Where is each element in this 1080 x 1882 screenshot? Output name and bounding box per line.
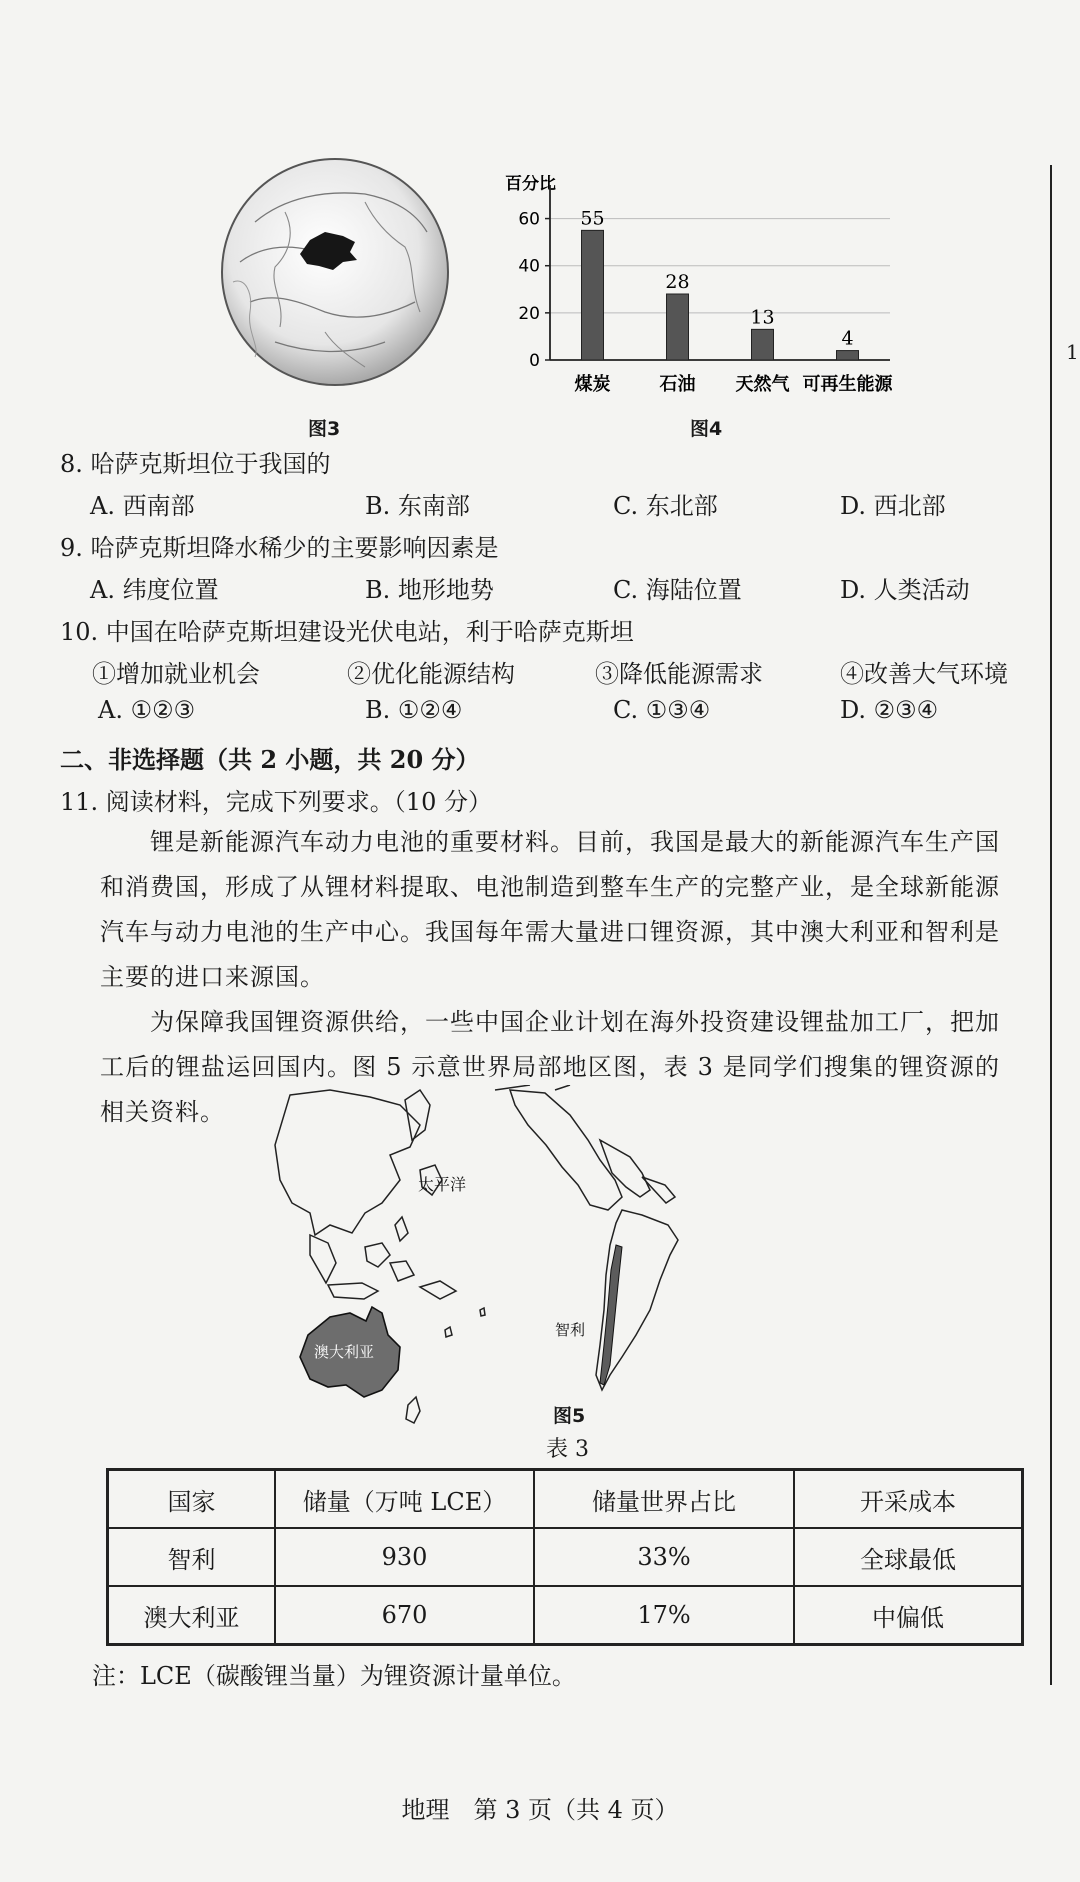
cell-cost: 中偏低 bbox=[794, 1586, 1023, 1645]
q10-option-c[interactable]: C. ①③④ bbox=[613, 696, 711, 724]
y-tick-label: 40 bbox=[518, 256, 540, 277]
header-share: 储量世界占比 bbox=[534, 1470, 794, 1529]
cell-reserves: 670 bbox=[275, 1586, 534, 1645]
q10-item-2: ②优化能源结构 bbox=[347, 660, 515, 688]
y-tick-label: 60 bbox=[518, 209, 540, 230]
binding-margin-line bbox=[1050, 165, 1052, 1685]
energy-bar-chart bbox=[505, 175, 930, 410]
world-map-figure bbox=[270, 1085, 830, 1425]
fig5-caption: 图5 bbox=[553, 1405, 586, 1427]
question-8-stem: 8. 哈萨克斯坦位于我国的 bbox=[60, 450, 331, 478]
edge-mark: 1 bbox=[1066, 340, 1079, 364]
y-axis-label: 百分比 bbox=[505, 175, 556, 194]
question-10-stem: 10. 中国在哈萨克斯坦建设光伏电站，利于哈萨克斯坦 bbox=[60, 618, 634, 646]
cell-reserves: 930 bbox=[275, 1528, 534, 1586]
q9-option-c[interactable]: C. 海陆位置 bbox=[613, 576, 742, 604]
question-9-stem: 9. 哈萨克斯坦降水稀少的主要影响因素是 bbox=[60, 534, 499, 562]
x-tick-label: 煤炭 bbox=[574, 374, 611, 395]
x-tick-label: 可再生能源 bbox=[802, 374, 893, 395]
q8-option-b[interactable]: B. 东南部 bbox=[365, 492, 470, 520]
table-header-row bbox=[108, 1470, 1023, 1529]
bar-value-label: 4 bbox=[841, 327, 854, 350]
bar-value-label: 55 bbox=[580, 207, 605, 230]
globe-figure bbox=[215, 152, 455, 392]
bar-value-label: 28 bbox=[665, 271, 690, 293]
x-tick-label: 石油 bbox=[659, 374, 696, 395]
pacific-ocean-label: 太平洋 bbox=[418, 1175, 467, 1194]
q8-option-a[interactable]: A. 西南部 bbox=[90, 492, 195, 520]
q10-option-a[interactable]: A. ①②③ bbox=[98, 696, 196, 724]
cell-country: 澳大利亚 bbox=[108, 1586, 276, 1645]
q9-option-a[interactable]: A. 纬度位置 bbox=[90, 576, 219, 604]
q9-option-b[interactable]: B. 地形地势 bbox=[365, 576, 494, 604]
q10-item-3: ③降低能源需求 bbox=[595, 660, 763, 688]
australia-label: 澳大利亚 bbox=[314, 1343, 375, 1361]
table-row bbox=[108, 1586, 1023, 1645]
q10-item-4: ④改善大气环境 bbox=[840, 660, 1008, 688]
header-reserves: 储量（万吨 LCE） bbox=[275, 1470, 534, 1529]
bar-2 bbox=[752, 329, 774, 360]
y-tick-label: 20 bbox=[518, 303, 540, 324]
cell-cost: 全球最低 bbox=[794, 1528, 1023, 1586]
y-tick-label: 0 bbox=[529, 351, 540, 371]
table3-title: 表 3 bbox=[546, 1437, 589, 1462]
q10-item-1: ①增加就业机会 bbox=[92, 660, 260, 688]
bar-3 bbox=[837, 351, 859, 360]
cell-country: 智利 bbox=[108, 1528, 276, 1586]
lithium-table bbox=[106, 1468, 1024, 1646]
table-row bbox=[108, 1528, 1023, 1586]
q10-option-b[interactable]: B. ①②④ bbox=[365, 696, 463, 724]
q8-option-d[interactable]: D. 西北部 bbox=[840, 492, 946, 520]
cell-share: 17% bbox=[534, 1586, 794, 1645]
fig4-caption: 图4 bbox=[690, 418, 723, 440]
question-11-stem: 11. 阅读材料，完成下列要求。（10 分） bbox=[60, 788, 492, 816]
q11-paragraph-1-text: 锂是新能源汽车动力电池的重要材料。目前，我国是最大的新能源汽车生产国和消费国，形成了从锂材料提取、电池制造到整车生产的完整产业，是全球新能源汽车与动力电池的生产中心。我国每年需大量进口锂资源，其中澳大利亚和智利是主要的进口来源国。 bbox=[100, 828, 1000, 991]
header-country: 国家 bbox=[108, 1470, 276, 1529]
q10-option-d[interactable]: D. ②③④ bbox=[840, 696, 939, 724]
cell-share: 33% bbox=[534, 1528, 794, 1586]
q11-paragraph-2-text: 为保障我国锂资源供给，一些中国企业计划在海外投资建设锂盐加工厂，把加工后的锂盐运回国内。图 5 示意世界局部地区图，表 3 是同学们搜集的锂资源的相关资料。 bbox=[100, 1008, 1000, 1126]
q8-option-c[interactable]: C. 东北部 bbox=[613, 492, 718, 520]
section-2-title: 二、非选择题（共 2 小题，共 20 分） bbox=[60, 745, 480, 774]
table3-note: 注：LCE（碳酸锂当量）为锂资源计量单位。 bbox=[92, 1662, 576, 1690]
q11-paragraph-1 bbox=[100, 820, 1000, 1000]
chile-label: 智利 bbox=[555, 1321, 586, 1339]
bar-value-label: 13 bbox=[750, 306, 775, 329]
fig3-caption: 图3 bbox=[308, 418, 341, 440]
q9-option-d[interactable]: D. 人类活动 bbox=[840, 576, 970, 604]
header-cost: 开采成本 bbox=[794, 1470, 1023, 1529]
bar-1 bbox=[667, 294, 689, 360]
x-tick-label: 天然气 bbox=[735, 374, 790, 395]
bar-0 bbox=[582, 230, 604, 360]
page-footer: 地理 第 3 页（共 4 页） bbox=[401, 1796, 679, 1824]
